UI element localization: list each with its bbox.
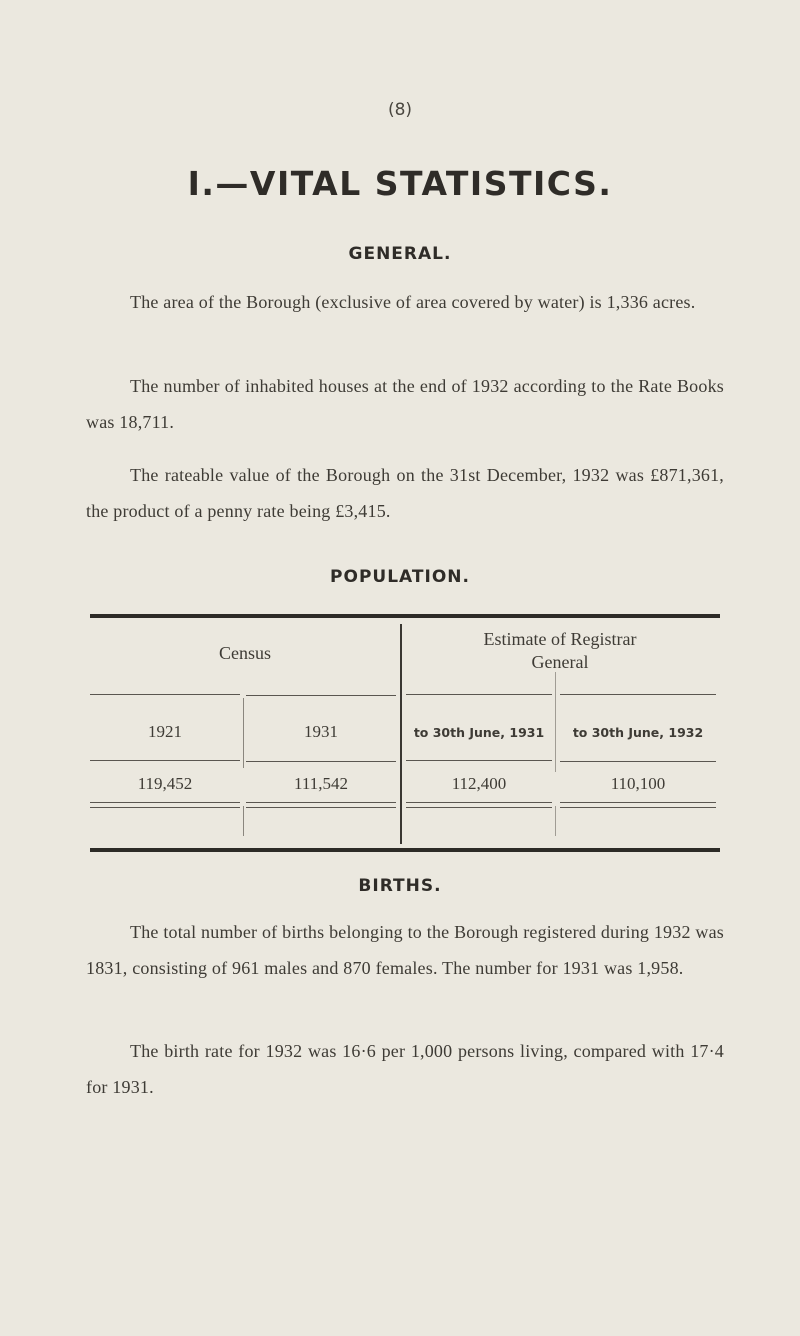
- column-header-june-1932: to 30th June, 1932: [572, 725, 704, 740]
- double-rule-1: [90, 802, 240, 808]
- value-1931: 111,542: [294, 774, 348, 793]
- table-divider-estimate: [555, 672, 556, 772]
- table-divider-estimate-lower: [555, 806, 556, 836]
- rule-under-estimate-left: [406, 694, 552, 695]
- header-census: Census: [218, 643, 271, 663]
- rule-row-4: [560, 761, 716, 762]
- double-rule-4: [560, 802, 716, 808]
- rule-under-census-right: [246, 695, 396, 696]
- value-june-1931: 112,400: [451, 774, 507, 793]
- table-divider-main: [400, 624, 402, 844]
- double-rule-2: [246, 802, 396, 808]
- double-rule-3: [406, 802, 552, 808]
- paragraph-rateable-value: The rateable value of the Borough on the 31st December, 1932 was £871,361, the product of a penny rate being £3,415.: [86, 465, 724, 521]
- page-title: I.—VITAL STATISTICS.: [187, 164, 613, 203]
- paragraph-inhabited-houses: The number of inhabited houses at the end of 1932 according to the Rate Books was 18,711.: [86, 376, 724, 432]
- rule-row-3: [406, 760, 552, 761]
- paragraph-area: The area of the Borough (exclusive of area covered by water) is 1,336 acres.: [130, 292, 696, 312]
- table-divider-census: [243, 698, 244, 768]
- column-header-june-1931: to 30th June, 1931: [413, 725, 545, 740]
- section-heading-population: POPULATION.: [330, 567, 470, 587]
- column-header-1931: 1931: [304, 722, 338, 741]
- column-header-1921: 1921: [148, 722, 182, 741]
- paragraph-births-total: The total number of births belonging to the Borough registered during 1932 was 1831, consisting of 961 males and 870 females. The number for 1931 was 1,958.: [86, 922, 724, 978]
- section-heading-births: BIRTHS.: [358, 876, 442, 896]
- paragraph-birth-rate: The birth rate for 1932 was 16·6 per 1,000 persons living, compared with 17·4 for 1931.: [86, 1041, 724, 1097]
- rule-row-1: [90, 760, 240, 761]
- section-heading-general: GENERAL.: [348, 244, 452, 264]
- rule-row-2: [246, 761, 396, 762]
- value-june-1932: 110,100: [610, 774, 666, 793]
- value-1921: 119,452: [137, 774, 193, 793]
- header-estimate-registrar-general: Estimate of Registrar General: [483, 629, 637, 672]
- rule-under-estimate-right: [560, 694, 716, 695]
- page-number: (8): [387, 100, 413, 120]
- rule-under-census-left: [90, 694, 240, 695]
- table-divider-census-lower: [243, 806, 244, 836]
- population-table: [90, 614, 720, 852]
